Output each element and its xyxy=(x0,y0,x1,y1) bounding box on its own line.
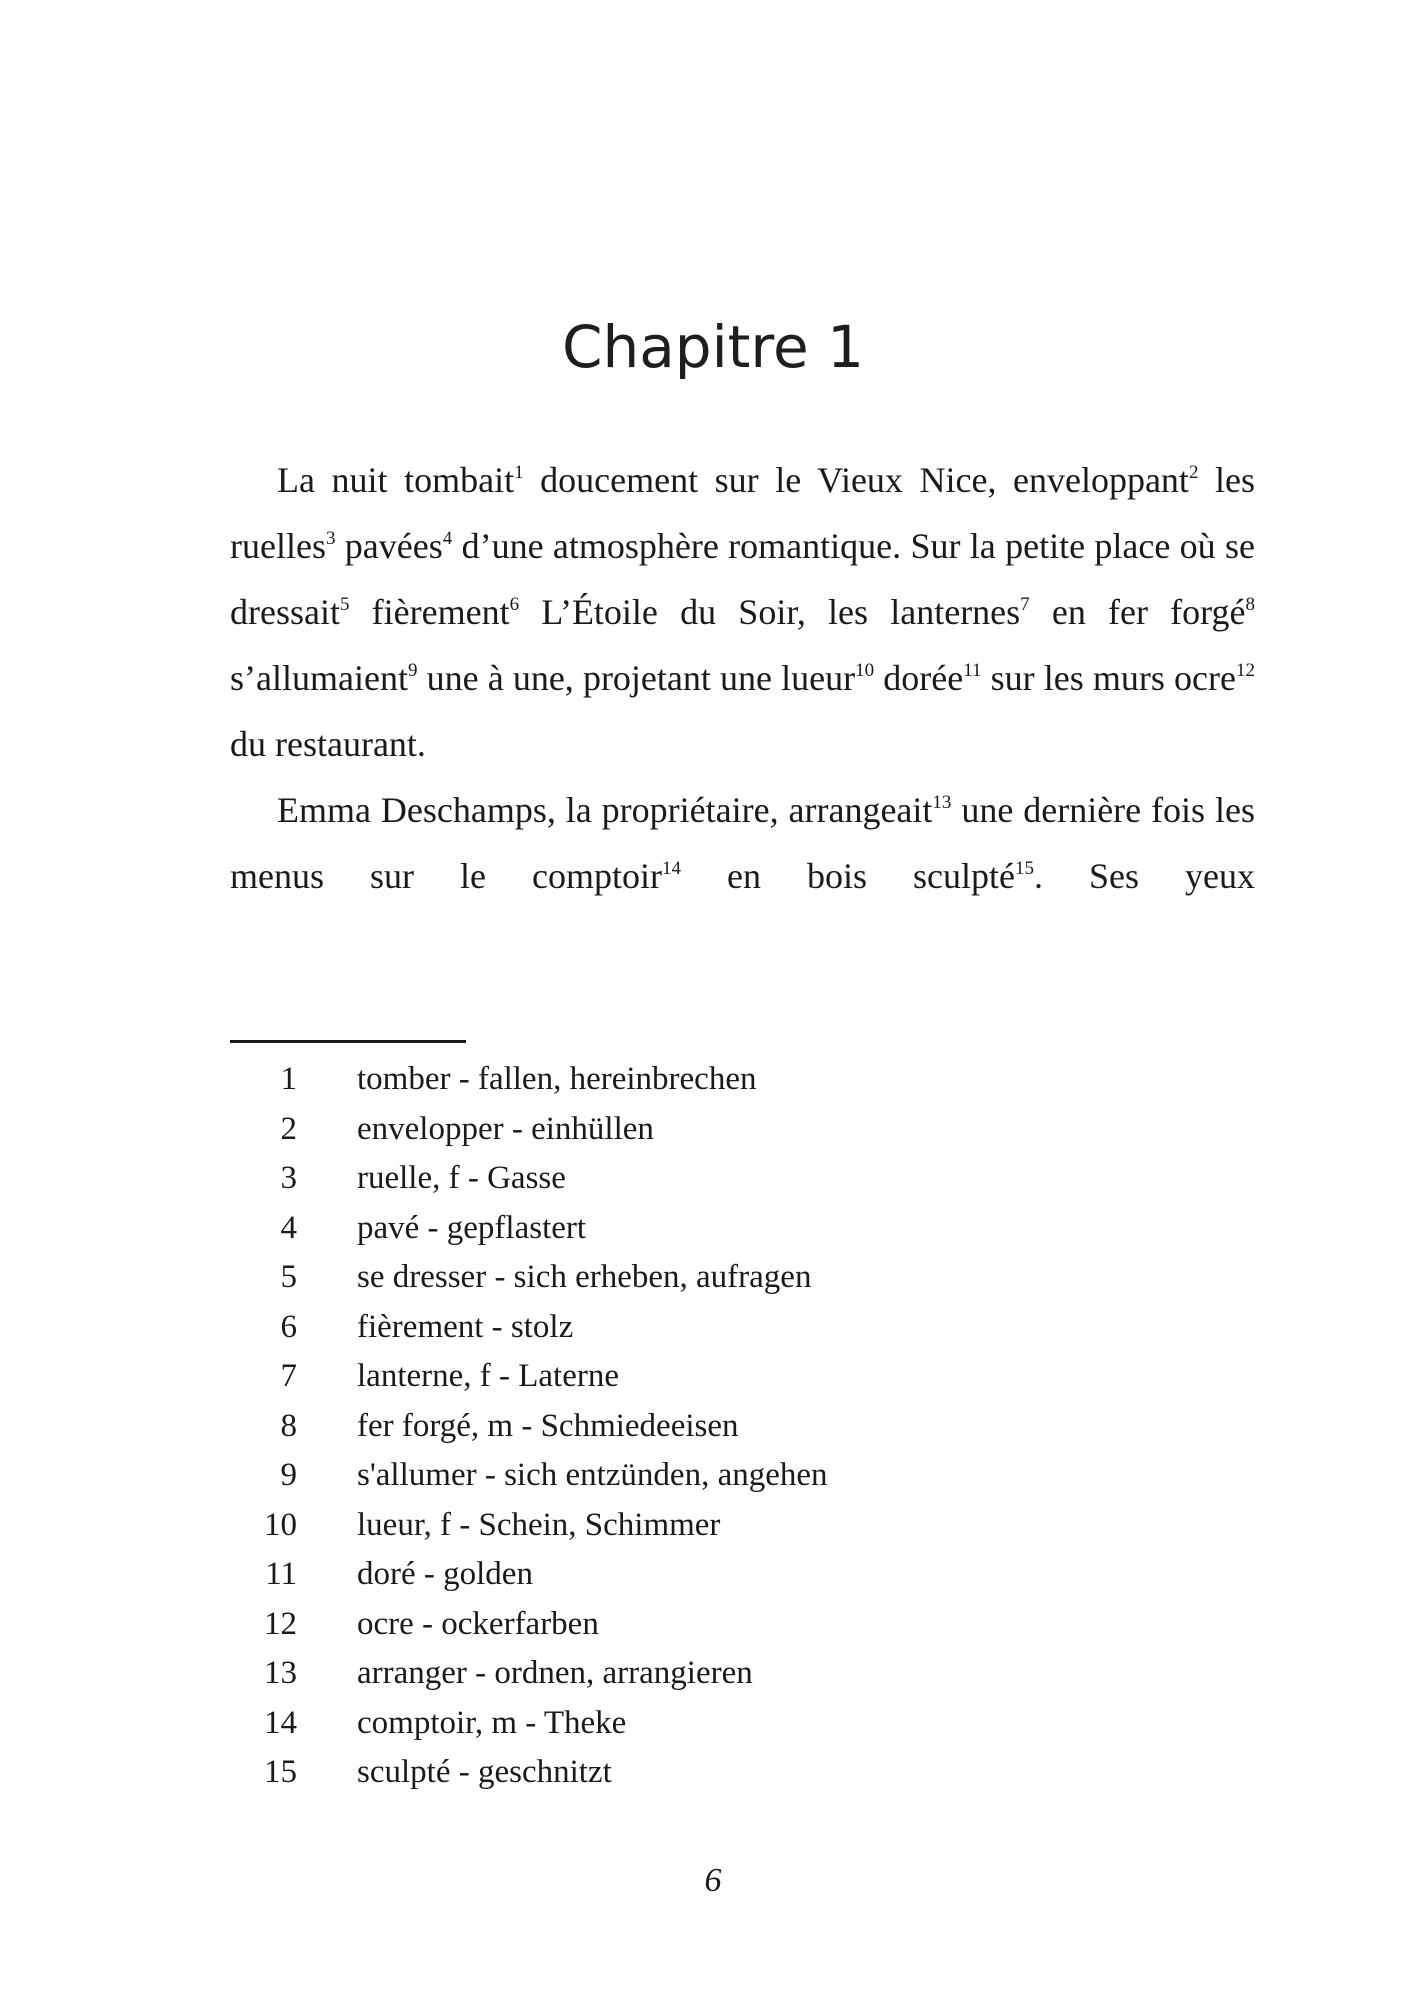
text-segment: . Ses yeux xyxy=(1033,856,1255,896)
footnote-item xyxy=(230,1550,828,1600)
footnote-number: 1 xyxy=(280,1061,297,1097)
text-segment: dorée xyxy=(874,658,964,698)
footnote-text: arranger - ordnen, arrangieren xyxy=(357,1655,753,1691)
footnote-item xyxy=(230,1600,828,1650)
text-segment: La nuit tombait xyxy=(277,460,515,500)
footnote-item xyxy=(230,1501,828,1551)
text-segment: d’une atmosphère romantique. Sur la petite place où se dressait xyxy=(230,526,1255,632)
paragraph-2 xyxy=(230,777,1255,909)
footnote-item xyxy=(230,1402,828,1452)
footnote-number: 8 xyxy=(280,1407,297,1444)
footnote-text: ocre - ockerfarben xyxy=(357,1605,599,1642)
footnote-ref: 3 xyxy=(325,528,336,549)
footnote-ref: 7 xyxy=(1020,594,1030,615)
footnote-item xyxy=(230,1253,828,1303)
footnote-text: fer forgé, m - Schmiedeeisen xyxy=(357,1407,739,1444)
chapter-body xyxy=(230,447,1255,909)
footnote-number: 2 xyxy=(280,1110,297,1147)
footnote-ref: 10 xyxy=(855,660,875,681)
footnote-item xyxy=(230,1154,828,1204)
footnote-text: ruelle, f - Gasse xyxy=(357,1160,566,1196)
text-segment: L’Étoile du Soir, les lanternes xyxy=(519,592,1021,632)
footnote-divider xyxy=(230,1040,466,1043)
footnote-ref: 8 xyxy=(1245,594,1255,615)
text-segment: une dernière fois les menus sur le comptoir xyxy=(230,790,1255,896)
text-segment: fièrement xyxy=(349,592,510,632)
text-segment: doucement sur le Vieux Nice, enveloppant xyxy=(523,460,1189,500)
footnote-item xyxy=(230,1699,828,1749)
footnote-text: envelopper - einhüllen xyxy=(357,1110,654,1147)
text-segment: Emma Deschamps, la propriétaire, arrangeait xyxy=(277,790,933,830)
footnote-item xyxy=(230,1204,828,1254)
footnote-item xyxy=(230,1105,828,1155)
footnote-text: pavé - gepflastert xyxy=(357,1209,587,1246)
text-segment: en bois sculpté xyxy=(680,856,1015,896)
footnote-number: 6 xyxy=(280,1308,297,1345)
footnote-text: sculpté - geschnitzt xyxy=(357,1754,612,1790)
text-segment: en fer forgé xyxy=(1029,592,1246,632)
footnote-text: tomber - fallen, hereinbrechen xyxy=(357,1061,757,1097)
footnote-item xyxy=(230,1055,828,1105)
footnote-number: 4 xyxy=(280,1209,297,1246)
text-segment: pavées xyxy=(335,526,443,566)
footnote-item xyxy=(230,1649,828,1699)
footnote-number: 14 xyxy=(264,1704,297,1741)
footnote-number: 11 xyxy=(265,1556,297,1592)
footnote-ref: 9 xyxy=(407,660,418,681)
footnote-item xyxy=(230,1748,828,1798)
chapter-title: Chapitre 1 xyxy=(561,313,865,381)
footnote-ref: 4 xyxy=(442,528,453,549)
paragraph-1 xyxy=(230,447,1255,777)
footnote-text: lueur, f - Schein, Schimmer xyxy=(357,1506,721,1543)
footnote-number: 9 xyxy=(280,1457,297,1493)
footnote-ref: 12 xyxy=(1236,660,1256,681)
footnote-number: 3 xyxy=(280,1160,297,1196)
footnote-number: 12 xyxy=(264,1605,297,1642)
footnote-item xyxy=(230,1352,828,1402)
footnote-item xyxy=(230,1303,828,1353)
footnote-ref: 5 xyxy=(339,594,350,615)
footnote-list xyxy=(230,1055,828,1798)
footnote-text: fièrement - stolz xyxy=(357,1308,574,1345)
text-segment: s’allumaient xyxy=(230,658,408,698)
page-number: 6 xyxy=(704,1862,722,1899)
footnote-number: 7 xyxy=(280,1358,297,1394)
footnote-text: doré - golden xyxy=(357,1556,533,1592)
footnote-number: 13 xyxy=(264,1655,297,1691)
footnote-ref: 14 xyxy=(661,858,681,879)
footnote-ref: 11 xyxy=(963,660,982,681)
footnote-text: se dresser - sich erheben, aufragen xyxy=(357,1259,812,1295)
footnote-number: 5 xyxy=(280,1259,297,1295)
text-segment: sur les murs ocre xyxy=(981,658,1237,698)
footnote-text: lanterne, f - Laterne xyxy=(357,1358,620,1394)
footnote-ref: 13 xyxy=(932,792,952,813)
footnote-number: 15 xyxy=(264,1754,297,1790)
footnote-item xyxy=(230,1451,828,1501)
footnote-text: s'allumer - sich entzünden, angehen xyxy=(357,1457,828,1493)
text-segment: les ruelles xyxy=(230,460,1256,566)
footnote-ref: 1 xyxy=(514,462,524,483)
footnote-ref: 6 xyxy=(509,594,520,615)
footnote-ref: 2 xyxy=(1188,462,1199,483)
text-segment: du restaurant. xyxy=(230,724,426,764)
footnote-number: 10 xyxy=(264,1506,297,1543)
footnote-text: comptoir, m - Theke xyxy=(357,1704,627,1741)
text-segment: une à une, projetant une lueur xyxy=(417,658,856,698)
footnote-ref: 15 xyxy=(1014,858,1034,879)
